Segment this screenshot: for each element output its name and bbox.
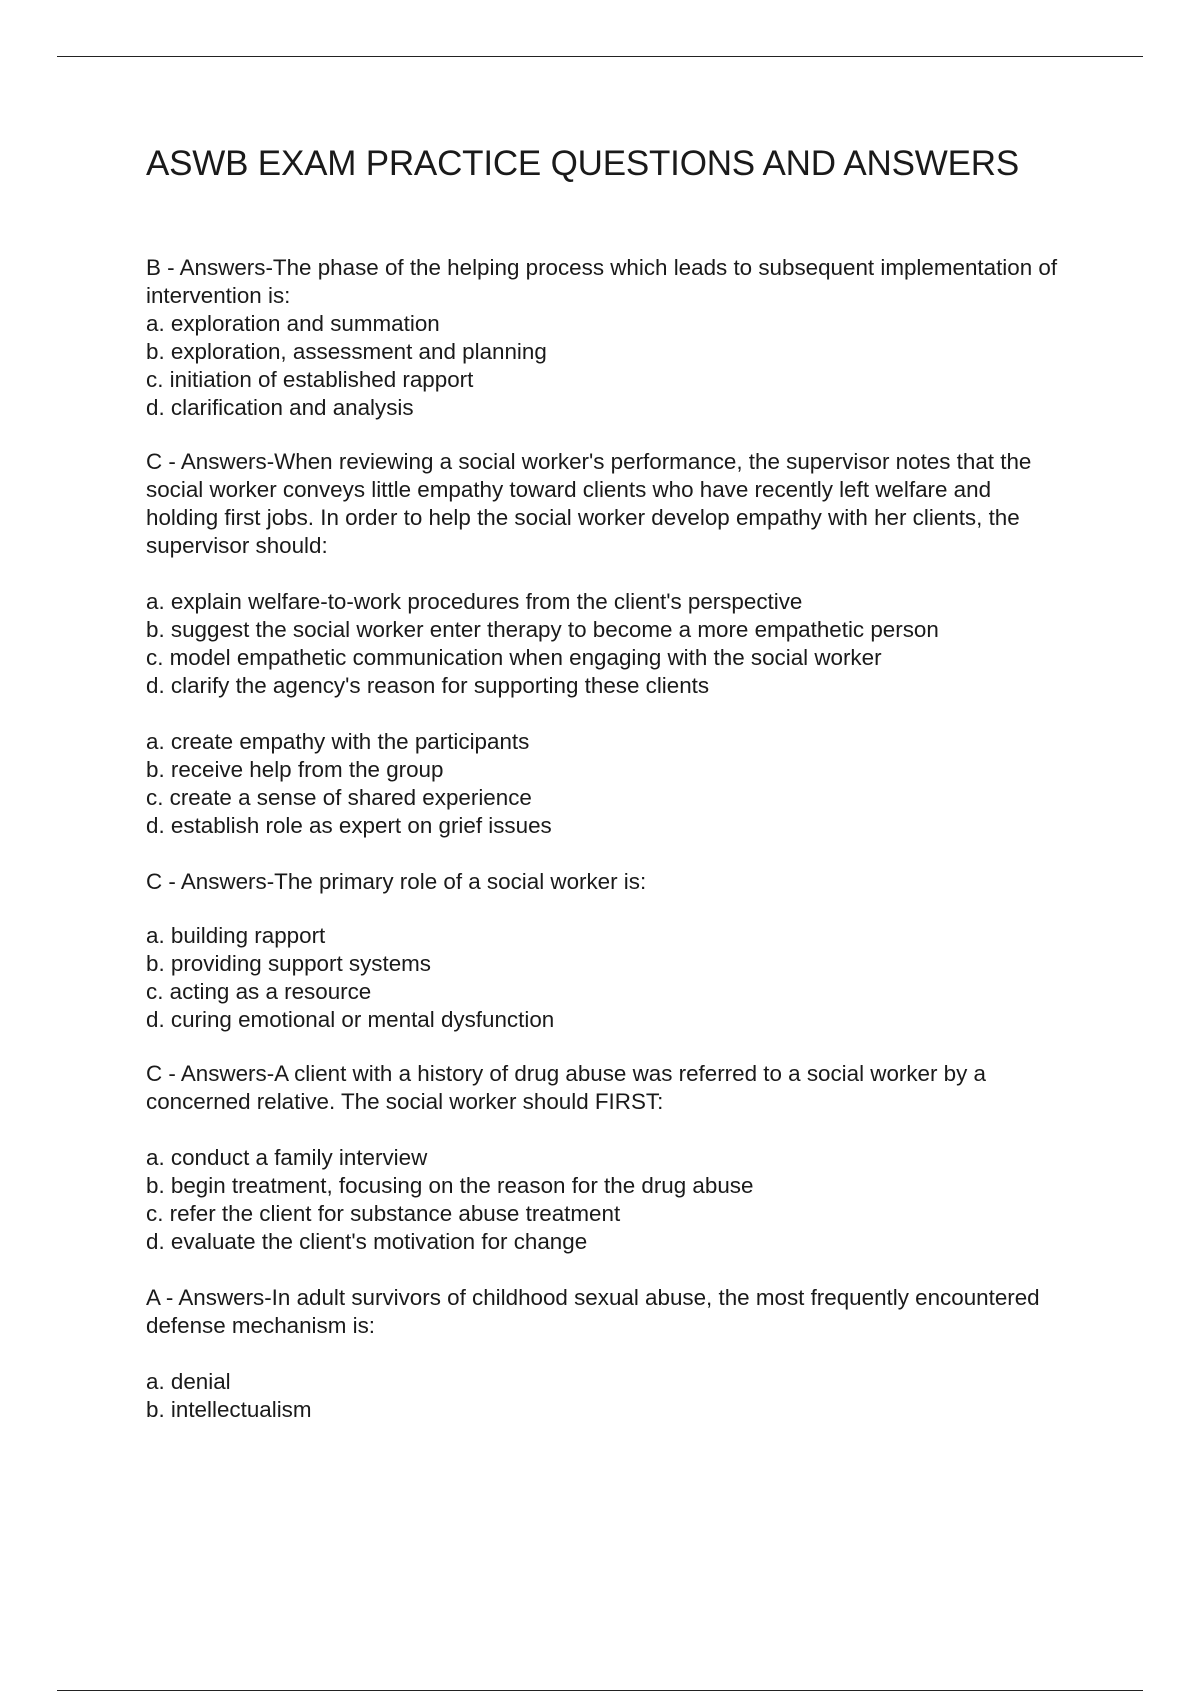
answer-options xyxy=(146,588,1076,700)
answer-option: a. exploration and summation xyxy=(146,311,440,336)
answer-options xyxy=(146,310,1076,422)
answer-option: a. denial xyxy=(146,1369,231,1394)
question-block xyxy=(146,448,1076,700)
answer-option: c. refer the client for substance abuse treatment xyxy=(146,1201,621,1226)
answer-option: b. suggest the social worker enter therapy to become a more empathetic person xyxy=(146,617,939,642)
answer-options xyxy=(146,1368,1076,1424)
answer-option: d. clarify the agency's reason for supporting these clients xyxy=(146,673,710,698)
answer-option: b. intellectualism xyxy=(146,1397,312,1422)
answer-option: b. exploration, assessment and planning xyxy=(146,339,547,364)
answer-options xyxy=(146,922,1076,1034)
answer-option: b. providing support systems xyxy=(146,951,431,976)
answer-option: c. create a sense of shared experience xyxy=(146,785,532,810)
answer-option: a. building rapport xyxy=(146,923,326,948)
question-block xyxy=(146,1060,1076,1256)
answer-option: d. establish role as expert on grief issues xyxy=(146,813,552,838)
answer-option: a. explain welfare-to-work procedures from the client's perspective xyxy=(146,589,803,614)
question-text: C - Answers-A client with a history of drug abuse was referred to a social worker by a concerned relative. The social worker should FIRST: xyxy=(146,1061,987,1114)
question-block xyxy=(146,868,1076,1034)
bottom-divider xyxy=(57,1690,1143,1691)
answer-option: d. evaluate the client's motivation for change xyxy=(146,1229,588,1254)
question-text: C - Answers-When reviewing a social worker's performance, the supervisor notes that the social worker conveys little empathy toward clients who have recently left welfare and holding first jobs. In order to help the social worker develop empathy with her clients, the supervisor should: xyxy=(146,449,1032,558)
question-text: B - Answers-The phase of the helping process which leads to subsequent implementation of intervention is: xyxy=(146,255,1058,308)
answer-option: b. begin treatment, focusing on the reason for the drug abuse xyxy=(146,1173,754,1198)
answer-options xyxy=(146,728,1076,840)
answer-option: c. acting as a resource xyxy=(146,979,372,1004)
answer-option: b. receive help from the group xyxy=(146,757,444,782)
answer-options xyxy=(146,1144,1076,1256)
question-block xyxy=(146,1284,1076,1424)
answer-option: c. initiation of established rapport xyxy=(146,367,474,392)
answer-option: c. model empathetic communication when engaging with the social worker xyxy=(146,645,882,670)
answer-option: d. curing emotional or mental dysfunction xyxy=(146,1007,555,1032)
answer-option: a. conduct a family interview xyxy=(146,1145,428,1170)
question-list xyxy=(146,254,1076,1424)
question-text: C - Answers-The primary role of a social worker is: xyxy=(146,869,647,894)
question-block xyxy=(146,254,1076,422)
answer-option: a. create empathy with the participants xyxy=(146,729,530,754)
answer-option: d. clarification and analysis xyxy=(146,395,414,420)
question-block xyxy=(146,728,1076,840)
page-title: ASWB EXAM PRACTICE QUESTIONS AND ANSWERS xyxy=(146,144,1019,183)
question-text: A - Answers-In adult survivors of childhood sexual abuse, the most frequently encountered defense mechanism is: xyxy=(146,1285,1040,1338)
top-divider xyxy=(57,56,1143,57)
